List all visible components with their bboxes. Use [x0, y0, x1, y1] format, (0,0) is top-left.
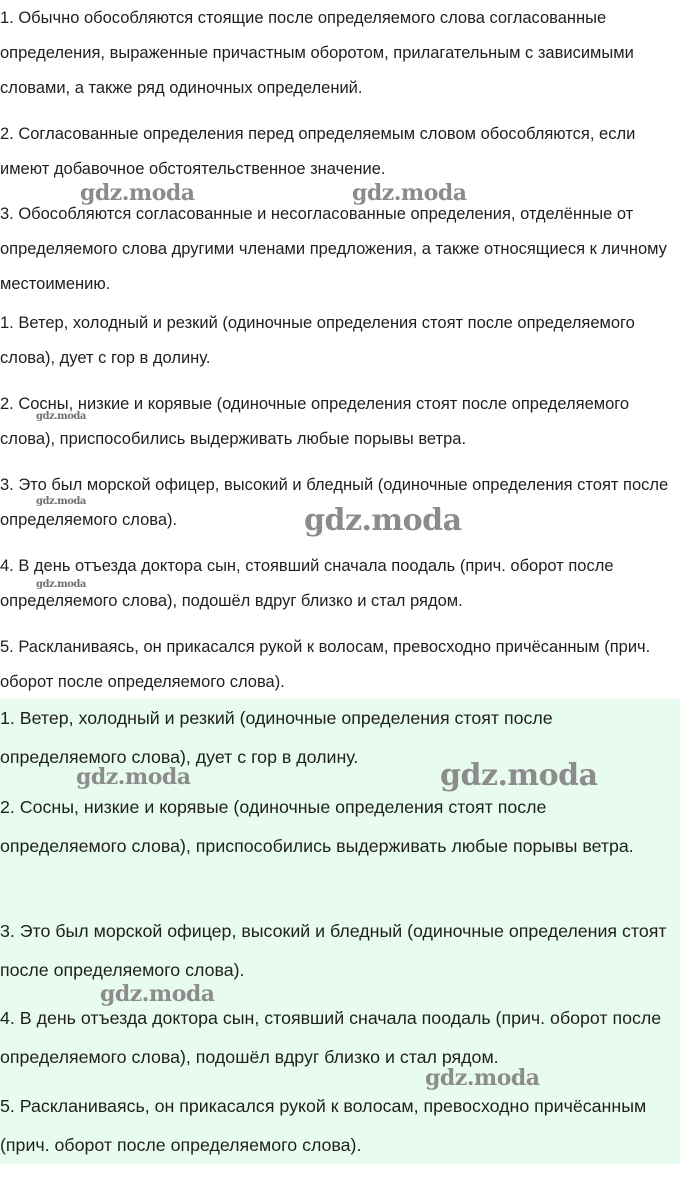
highlighted-answer: 3. Это был морской офицер, высокий и бледный (одиночные определения стоят после определяемого слова).	[0, 921, 667, 980]
highlighted-answer: 2. Сосны, низкие и корявые (одиночные определения стоят после определяемого слова), приспособились выдерживать любые порывы ветра.	[0, 797, 634, 856]
watermark: gdz.moda	[80, 180, 195, 206]
highlighted-answer: 1. Ветер, холодный и резкий (одиночные определения стоят после определяемого слова), дует с гор в долину.	[0, 708, 553, 767]
watermark: gdz.moda	[36, 411, 86, 422]
watermark: gdz.moda	[36, 579, 86, 590]
theory-paragraph: 3. Обособляются согласованные и несогласованные определения, отделённые от определяемого слова другими членами предложения, а также относящиеся к личному местоимению.	[0, 205, 667, 293]
watermark: gdz.moda	[352, 180, 467, 206]
highlighted-answer: 5. Раскланиваясь, он прикасался рукой к волосам, превосходно причёсанным (прич. оборот после определяемого слова).	[0, 1096, 647, 1155]
answer-paragraph: 1. Ветер, холодный и резкий (одиночные определения стоят после определяемого слова), дует с гор в долину.	[0, 314, 635, 367]
answer-paragraph: 4. В день отъезда доктора сын, стоявший сначала поодаль (прич. оборот после определяемого слова), подошёл вдруг близко и стал рядом.	[0, 557, 614, 610]
watermark: gdz.moda	[440, 758, 598, 793]
watermark: gdz.moda	[76, 764, 191, 790]
watermark: gdz.moda	[304, 503, 462, 538]
highlighted-answer: 4. В день отъезда доктора сын, стоявший сначала поодаль (прич. оборот после определяемого слова), подошёл вдруг близко и стал рядом.	[0, 1008, 662, 1067]
theory-paragraph: 1. Обычно обособляются стоящие после определяемого слова согласованные определения, выраженные причастным оборотом, прилагательным с зависимыми словами, а также ряд одиночных определений.	[0, 9, 634, 97]
theory-paragraph: 2. Согласованные определения перед определяемым словом обособляются, если имеют добавочное обстоятельственное значение.	[0, 125, 636, 178]
watermark: gdz.moda	[425, 1065, 540, 1091]
answer-paragraph: 5. Раскланиваясь, он прикасался рукой к волосам, превосходно причёсанным (прич. оборот после определяемого слова).	[0, 638, 651, 691]
answer-paragraph: 2. Сосны, низкие и корявые (одиночные определения стоят после определяемого слова), приспособились выдерживать любые порывы ветра.	[0, 395, 630, 448]
answer-paragraph: 3. Это был морской офицер, высокий и бледный (одиночные определения стоят после определяемого слова).	[0, 476, 669, 529]
watermark: gdz.moda	[36, 496, 86, 507]
watermark: gdz.moda	[100, 981, 215, 1007]
